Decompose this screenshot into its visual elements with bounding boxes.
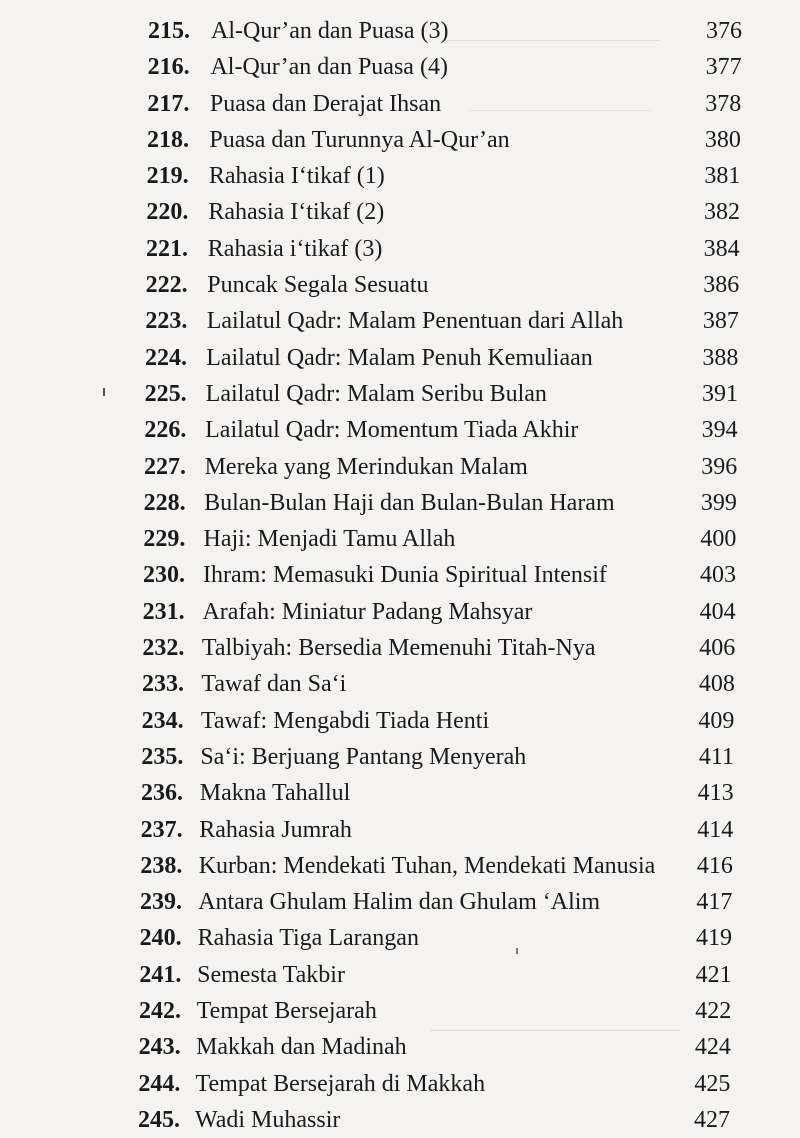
toc-entry-title: Mereka yang Merindukan Malam (204, 453, 528, 480)
toc-entry-title: Al-Qur’an dan Puasa (3) (211, 18, 449, 44)
toc-entry-page: 378 (705, 90, 742, 117)
toc-entry-title: Tawaf dan Sa‘i (201, 671, 347, 698)
toc-entry-title: Lailatul Qadr: Malam Penuh Kemuliaan (206, 344, 593, 371)
toc-entry (0, 884, 800, 920)
toc-entry-number: 237. (140, 816, 183, 843)
toc-entry (0, 957, 800, 993)
toc-entry-number: 243. (138, 1034, 181, 1061)
toc-entry-number: 232. (142, 635, 185, 662)
toc-entry-page: 416 (696, 852, 733, 879)
toc-entry-page: 396 (701, 453, 738, 480)
toc-entry (0, 449, 800, 485)
toc-entry-number: 222. (145, 272, 188, 299)
toc-entry-number: 236. (141, 780, 183, 807)
toc-entry-title: Rahasia I‘tikaf (1) (208, 163, 385, 190)
toc-entry-title: Semesta Takbir (197, 961, 345, 988)
toc-entry-page: 406 (699, 635, 736, 662)
toc-entry-title: Puasa dan Turunnya Al-Qur’an (209, 126, 510, 153)
toc-entry-page: 384 (703, 235, 740, 262)
toc-entry (0, 340, 800, 376)
toc-entry-title: Bulan-Bulan Haji dan Bulan-Bulan Haram (204, 489, 615, 516)
toc-entry-number: 228. (143, 489, 186, 516)
toc-entry-number: 239. (140, 889, 182, 916)
toc-entry (0, 376, 800, 412)
toc-entry-title: Ihram: Memasuki Dunia Spiritual Intensif (203, 562, 607, 589)
toc-entry (0, 666, 800, 702)
toc-entry-number: 225. (144, 380, 187, 407)
toc-entry-page: 381 (704, 163, 741, 190)
toc-entry-title: Kurban: Mendekati Tuhan, Mendekati Manusia (198, 852, 656, 879)
toc-entry-title: Rahasia I‘tikaf (2) (208, 199, 385, 226)
toc-entry (0, 49, 800, 85)
toc-entry-number: 221. (146, 235, 188, 262)
toc-entry-number: 242. (139, 998, 181, 1025)
toc-entry-page: 414 (697, 816, 734, 843)
toc-entry-page: 409 (698, 707, 735, 734)
toc-entry-title: Makkah dan Madinah (196, 1034, 407, 1061)
toc-entry-number: 235. (141, 743, 184, 770)
toc-entry-page: 382 (704, 199, 740, 226)
toc-entry-title: Puasa dan Derajat Ihsan (209, 90, 442, 117)
toc-entry-number: 223. (145, 308, 188, 335)
toc-entry-page: 411 (698, 743, 734, 770)
toc-entry-number: 231. (142, 598, 185, 625)
toc-entry-title: Arafah: Miniatur Padang Mahsyar (202, 598, 533, 625)
toc-entry-title: Talbiyah: Bersedia Memenuhi Titah-Nya (201, 635, 596, 662)
toc-entry (0, 158, 800, 194)
toc-entry-title: Lailatul Qadr: Malam Seribu Bulan (205, 380, 547, 407)
toc-entry-title: Tawaf: Mengabdi Tiada Henti (200, 707, 490, 734)
toc-entry (0, 1102, 800, 1138)
toc-entry-title: Haji: Menjadi Tamu Allah (203, 526, 456, 553)
toc-entry-page: 388 (702, 344, 739, 371)
toc-entry-page: 425 (694, 1070, 731, 1097)
toc-entry-page: 424 (694, 1034, 731, 1061)
cut-off-top-line (140, 0, 745, 6)
toc-entry (0, 812, 800, 848)
toc-entry (0, 521, 800, 557)
toc-entry-number: 241. (139, 961, 182, 988)
toc-entry-page: 391 (702, 380, 738, 407)
toc-entry-number: 244. (138, 1070, 181, 1097)
toc-entry (0, 122, 800, 158)
toc-entry-page: 377 (705, 54, 742, 81)
toc-entry-number: 230. (143, 562, 185, 589)
toc-entry (0, 848, 800, 884)
toc-entry-title: Sa‘i: Berjuang Pantang Menyerah (200, 743, 527, 770)
toc-entry-number: 234. (141, 707, 184, 734)
table-of-contents (0, 13, 800, 1138)
toc-entry-page: 386 (703, 272, 740, 299)
toc-entry (0, 739, 800, 775)
toc-entry-page: 387 (702, 308, 739, 335)
toc-entry (0, 231, 800, 267)
toc-entry (0, 775, 800, 811)
toc-entry-number: 240. (139, 925, 182, 952)
toc-entry-title: Lailatul Qadr: Momentum Tiada Akhir (205, 417, 579, 444)
toc-entry-page: 404 (699, 598, 736, 625)
toc-entry-title: Puncak Segala Sesuatu (207, 272, 429, 299)
toc-entry (0, 267, 800, 303)
toc-entry-number: 224. (145, 344, 187, 371)
toc-entry (0, 194, 800, 230)
toc-entry-title: Tempat Bersejarah (196, 998, 377, 1025)
toc-entry (0, 703, 800, 739)
toc-entry (0, 630, 800, 666)
toc-entry-page: 400 (700, 526, 737, 553)
toc-entry-title: Rahasia Jumrah (199, 816, 352, 843)
toc-entry-page: 380 (704, 126, 741, 153)
toc-entry-number: 215. (148, 18, 190, 44)
toc-entry-title: Makna Tahallul (199, 780, 351, 807)
toc-entry-page: 399 (700, 489, 737, 516)
toc-entry-title: Rahasia i‘tikaf (3) (207, 235, 383, 262)
toc-entry-title: Antara Ghulam Halim dan Ghulam ‘Alim (198, 889, 601, 916)
toc-entry (0, 993, 800, 1029)
toc-entry-page: 422 (695, 998, 732, 1025)
toc-entry (0, 920, 800, 956)
toc-entry-page: 376 (706, 18, 742, 44)
toc-entry-number: 227. (144, 453, 186, 480)
toc-entry (0, 1066, 800, 1102)
toc-entry-number: 233. (142, 671, 184, 698)
toc-entry-page: 413 (697, 780, 734, 807)
toc-entry-page: 417 (696, 889, 733, 916)
toc-entry (0, 13, 800, 49)
toc-entry-number: 229. (143, 526, 186, 553)
toc-entry-number: 216. (147, 54, 190, 81)
toc-entry-number: 245. (138, 1106, 180, 1133)
toc-entry-number: 226. (144, 417, 187, 444)
toc-entry-page: 427 (694, 1106, 730, 1133)
toc-entry-page: 408 (698, 671, 735, 698)
toc-entry-number: 217. (147, 90, 190, 117)
toc-entry-title: Wadi Muhassir (195, 1106, 341, 1133)
toc-entry (0, 86, 800, 122)
toc-entry-page: 419 (696, 925, 732, 952)
toc-entry (0, 557, 800, 593)
toc-entry-title: Al-Qur’an dan Puasa (4) (210, 54, 448, 81)
toc-entry-number: 238. (140, 852, 183, 879)
toc-entry-title: Lailatul Qadr: Malam Penentuan dari Allah (206, 308, 624, 335)
toc-entry (0, 303, 800, 339)
toc-entry-page: 421 (695, 961, 732, 988)
toc-entry (0, 412, 800, 448)
toc-entry-title: Rahasia Tiga Larangan (197, 925, 419, 952)
toc-entry-page: 403 (700, 562, 736, 589)
toc-entry (0, 1029, 800, 1065)
toc-entry (0, 594, 800, 630)
toc-entry-number: 219. (146, 163, 189, 190)
toc-entry (0, 485, 800, 521)
toc-entry-title: Tempat Bersejarah di Makkah (195, 1070, 486, 1097)
toc-entry-number: 218. (147, 126, 189, 153)
toc-entry-number: 220. (146, 199, 189, 226)
toc-entry-page: 394 (701, 417, 738, 444)
